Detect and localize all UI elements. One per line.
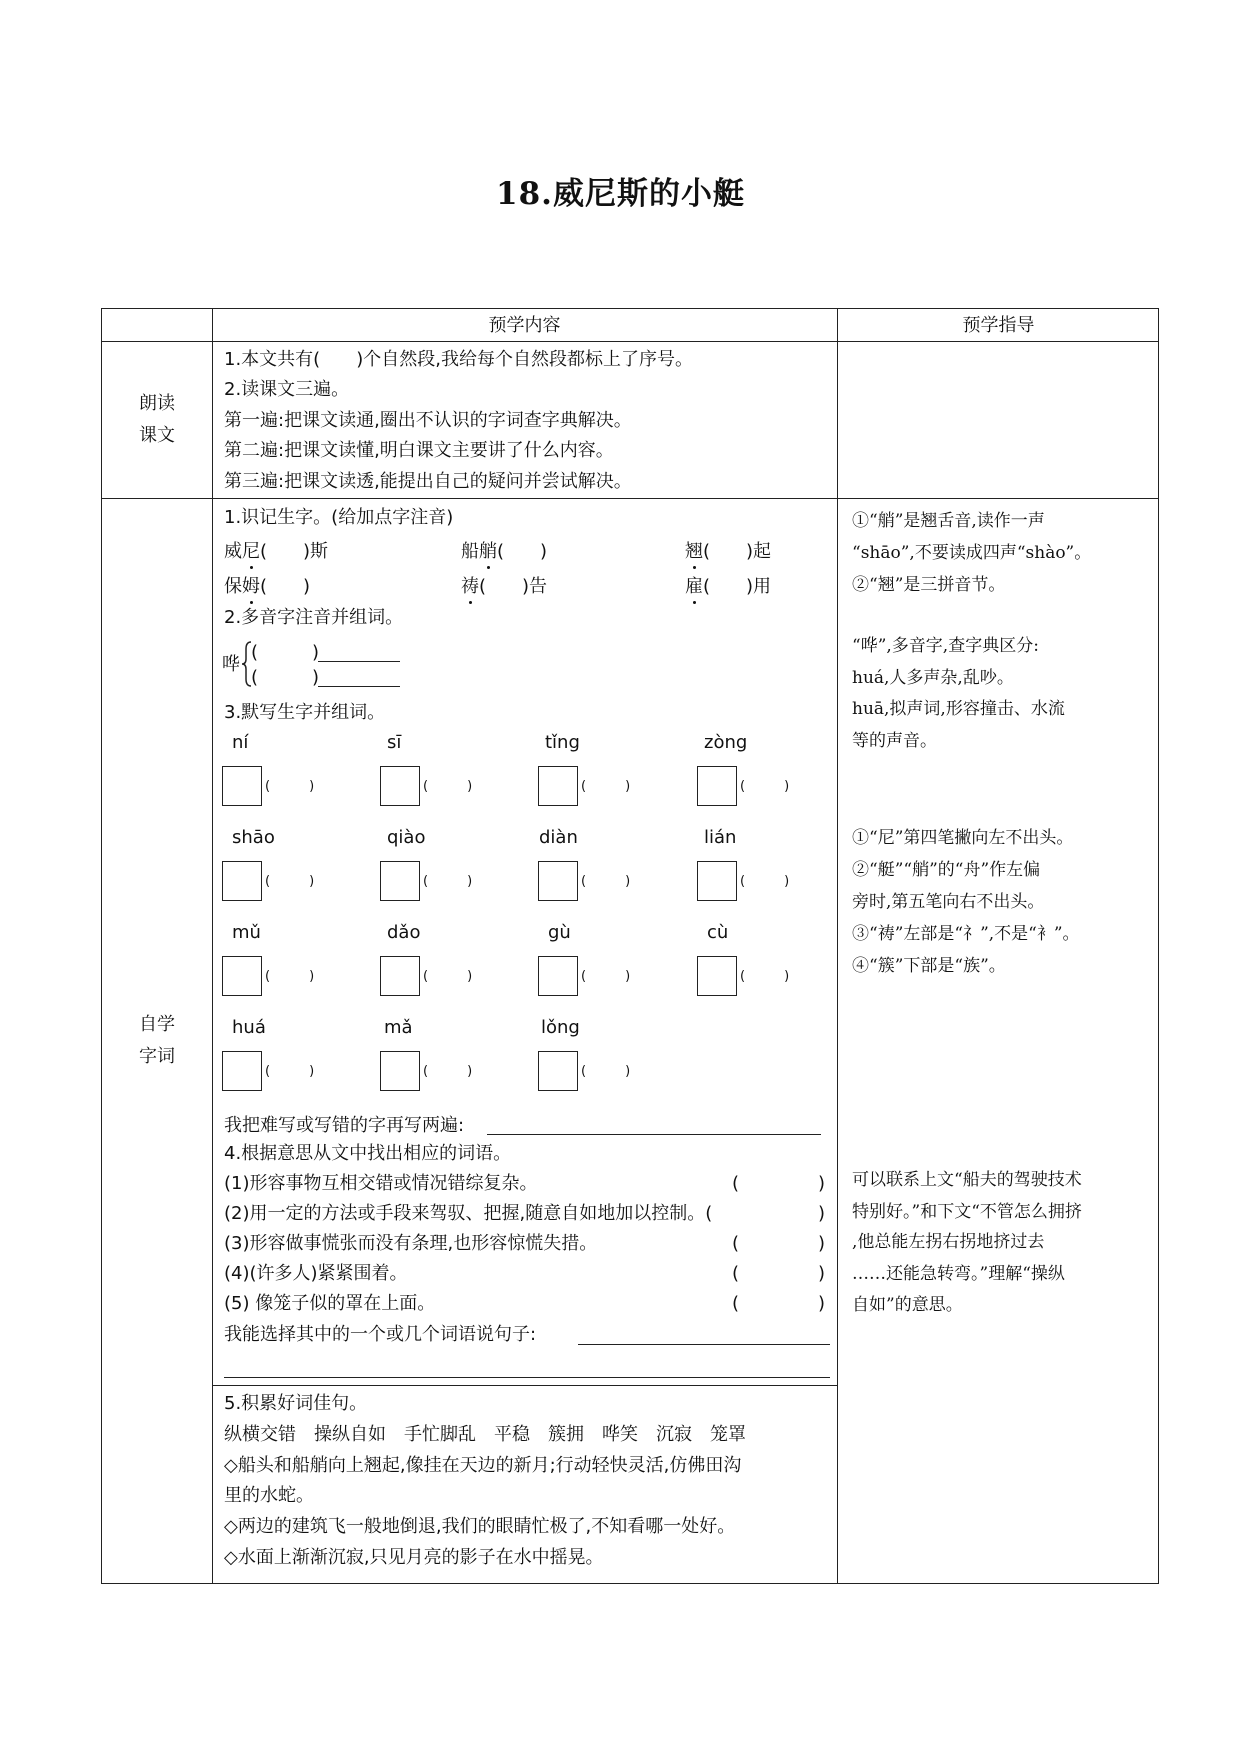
guide-line: huá,人多声杂,乱吵。 [852, 668, 1014, 688]
q5-sentence: ◇船头和船艄向上翘起,像挂在天边的新月;行动轻快灵活,仿佛田沟 [224, 1455, 742, 1476]
answer-line[interactable] [318, 686, 400, 687]
q1-item: 翘( )起 [685, 541, 772, 562]
q1-item: 威尼( )斯 [224, 541, 329, 562]
polyphone-char: 哗 [222, 654, 240, 675]
q5-sentence: ◇水面上渐渐沉寂,只见月亮的影子在水中摇晃。 [224, 1547, 604, 1568]
q4-item: (3)形容做事慌张而没有条理,也形容惊慌失措。 [224, 1233, 598, 1254]
q4-title: 4.根据意思从文中找出相应的词语。 [224, 1143, 512, 1164]
q4-sentence-prompt: 我能选择其中的一个或几个词语说句子: [224, 1324, 537, 1345]
word-paren[interactable]: ( ) [265, 1064, 315, 1079]
word-paren[interactable]: ( ) [581, 1064, 631, 1079]
writing-box[interactable] [380, 861, 420, 901]
guide-line: 等的声音。 [852, 731, 937, 751]
q4-item: (4)(许多人)紧紧围着。 [224, 1263, 408, 1284]
q4-close-paren: ) [818, 1173, 826, 1194]
word-paren[interactable]: ( ) [423, 969, 473, 984]
guide-line: ③“祷”左部是“礻”,不是“衤”。 [852, 924, 1080, 944]
guide-line: ,他总能左拐右拐地挤过去 [852, 1232, 1045, 1252]
word-paren[interactable]: ( ) [581, 969, 631, 984]
writing-box[interactable] [697, 956, 737, 996]
q3-title: 3.默写生字并组词。 [224, 702, 386, 723]
word-paren[interactable]: ( ) [423, 1064, 473, 1079]
writing-box[interactable] [538, 766, 578, 806]
reading-label: 朗读 [139, 393, 175, 414]
answer-line[interactable] [318, 661, 400, 662]
reading-line: 2.读课文三遍。 [224, 379, 350, 400]
rewrite-line[interactable] [487, 1134, 821, 1135]
q5-sentence: ◇两边的建筑飞一般地倒退,我们的眼睛忙极了,不知看哪一处好。 [224, 1516, 736, 1537]
word-paren[interactable]: ( ) [265, 779, 315, 794]
header-content: 预学内容 [488, 315, 561, 336]
writing-box[interactable] [538, 861, 578, 901]
q1-item: 船艄( ) [461, 541, 548, 562]
section-divider [212, 1385, 837, 1386]
pinyin: shāo [232, 827, 275, 848]
guide-line: “shāo”,不要读成四声“shào”。 [852, 543, 1092, 563]
polyphone-row: ( ) [251, 642, 320, 663]
q1-item: 雇( )用 [685, 576, 772, 597]
writing-box[interactable] [222, 1051, 262, 1091]
writing-box[interactable] [538, 1051, 578, 1091]
q4-open-paren[interactable]: ( [732, 1233, 740, 1254]
writing-box[interactable] [380, 1051, 420, 1091]
worksheet-table [101, 308, 1159, 1584]
reading-label: 课文 [139, 425, 175, 446]
pinyin: huá [232, 1017, 266, 1038]
writing-box[interactable] [222, 766, 262, 806]
column-divider [837, 309, 838, 1583]
writing-box[interactable] [697, 861, 737, 901]
word-paren[interactable]: ( ) [740, 969, 790, 984]
pinyin: dǎo [387, 922, 421, 943]
q4-open-paren[interactable]: ( [732, 1293, 740, 1314]
q4-open-paren[interactable]: ( [732, 1173, 740, 1194]
sentence-line[interactable] [224, 1377, 830, 1378]
q5-title: 5.积累好词佳句。 [224, 1393, 368, 1414]
q1-item: 祷( )告 [461, 576, 548, 597]
word-paren[interactable]: ( ) [265, 874, 315, 889]
q4-close-paren: ) [818, 1203, 826, 1224]
word-paren[interactable]: ( ) [740, 874, 790, 889]
row-divider [102, 498, 1158, 499]
q1-item: 保姆( ) [224, 576, 311, 597]
q4-item: (2)用一定的方法或手段来驾驭、把握,随意自如地加以控制。( [224, 1203, 713, 1224]
selfstudy-label: 自学 [139, 1014, 175, 1035]
writing-box[interactable] [222, 861, 262, 901]
reading-line: 第二遍:把课文读懂,明白课文主要讲了什么内容。 [224, 440, 614, 461]
pinyin: zòng [704, 732, 748, 753]
q1-title: 1.识记生字。(给加点字注音) [224, 507, 454, 528]
writing-box[interactable] [380, 956, 420, 996]
q4-item: (1)形容事物互相交错或情况错综复杂。 [224, 1173, 538, 1194]
guide-line: 特别好。”和下文“不管怎么拥挤 [852, 1202, 1082, 1222]
guide-line: huā,拟声词,形容撞击、水流 [852, 699, 1065, 719]
guide-line: ②“艇”“艄”的“舟”作左偏 [852, 860, 1041, 880]
pinyin: diàn [539, 827, 578, 848]
rewrite-prompt: 我把难写或写错的字再写两遍: [224, 1115, 465, 1136]
sentence-line[interactable] [578, 1344, 830, 1345]
q4-open-paren[interactable]: ( [732, 1263, 740, 1284]
writing-box[interactable] [538, 956, 578, 996]
q4-close-paren: ) [818, 1233, 826, 1254]
writing-box[interactable] [697, 766, 737, 806]
word-paren[interactable]: ( ) [581, 779, 631, 794]
word-paren[interactable]: ( ) [740, 779, 790, 794]
guide-line: “哗”,多音字,查字典区分: [852, 636, 1039, 656]
word-paren[interactable]: ( ) [581, 874, 631, 889]
guide-line: ……还能急转弯。”理解“操纵 [852, 1264, 1065, 1284]
q4-close-paren: ) [818, 1293, 826, 1314]
q4-item: (5) 像笼子似的罩在上面。 [224, 1293, 436, 1314]
guide-line: 自如”的意思。 [852, 1295, 963, 1315]
guide-line: ②“翘”是三拼音节。 [852, 575, 1006, 595]
writing-box[interactable] [222, 956, 262, 996]
guide-line: ①“艄”是翘舌音,读作一声 [852, 511, 1045, 531]
writing-box[interactable] [380, 766, 420, 806]
row-divider [102, 341, 1158, 342]
q5-sentence: 里的水蛇。 [224, 1485, 314, 1506]
header-guide: 预学指导 [962, 315, 1035, 336]
word-paren[interactable]: ( ) [265, 969, 315, 984]
q4-close-paren: ) [818, 1263, 826, 1284]
guide-line: 旁时,第五笔向右不出头。 [852, 892, 1045, 912]
pinyin: lǒng [541, 1017, 580, 1038]
reading-line: 第三遍:把课文读透,能提出自己的疑问并尝试解决。 [224, 471, 632, 492]
pinyin: tǐng [545, 732, 580, 753]
guide-line: 可以联系上文“船夫的驾驶技术 [852, 1170, 1082, 1190]
guide-line: ①“尼”第四笔撇向左不出头。 [852, 828, 1074, 848]
reading-line: 1.本文共有( )个自然段,我给每个自然段都标上了序号。 [224, 349, 693, 370]
pinyin: lián [704, 827, 737, 848]
polyphone-row: ( ) [251, 667, 320, 688]
pinyin: ní [232, 732, 249, 753]
pinyin: mǎ [384, 1017, 413, 1038]
pinyin: cù [707, 922, 729, 943]
pinyin: sī [387, 732, 402, 753]
pinyin: mǔ [232, 922, 261, 943]
reading-line: 第一遍:把课文读通,圈出不认识的字词查字典解决。 [224, 410, 632, 431]
column-divider [212, 309, 213, 1583]
pinyin: gù [548, 922, 571, 943]
q2-title: 2.多音字注音并组词。 [224, 607, 404, 628]
word-paren[interactable]: ( ) [423, 874, 473, 889]
q5-words: 纵横交错 操纵自如 手忙脚乱 平稳 簇拥 哗笑 沉寂 笼罩 [224, 1424, 746, 1445]
guide-line: ④“簇”下部是“族”。 [852, 956, 1006, 976]
selfstudy-label: 字词 [139, 1046, 175, 1067]
page-title: 18.威尼斯的小艇 [496, 176, 745, 212]
word-paren[interactable]: ( ) [423, 779, 473, 794]
pinyin: qiào [387, 827, 426, 848]
